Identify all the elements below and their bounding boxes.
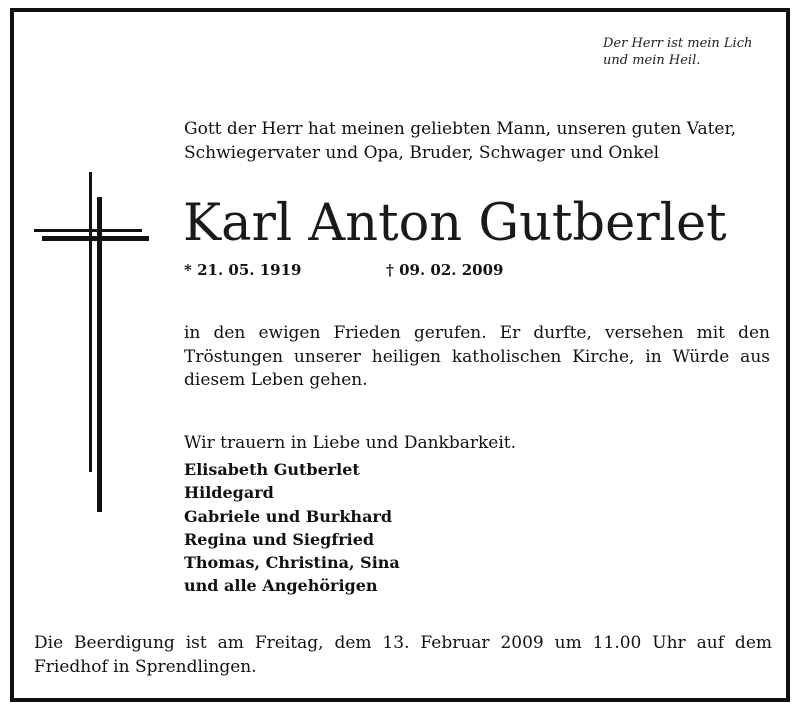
intro-line-2: Schwiegervater und Opa, Bruder, Schwager und Onkel [184,143,660,163]
intro-text [184,117,772,165]
family-member: Regina und Siegfried [184,529,375,549]
mourning-line: Wir trauern in Liebe und Dankbarkeit. [184,433,517,453]
family-member: und alle Angehörigen [184,576,378,596]
cross-vertical-right [97,197,102,512]
cross-horizontal-bottom [42,236,149,241]
funeral-line-2: Friedhof in Sprendlingen. [34,656,257,677]
family-member: Hildegard [184,483,274,503]
body-paragraph [184,322,770,393]
family-list [184,458,400,598]
motto-line-2: und mein Heil. [603,53,701,68]
bible-motto [603,35,752,69]
family-member: Thomas, Christina, Sina [184,553,400,573]
cross-icon [34,172,149,512]
birth-date: * 21. 05. 1919 [184,261,302,279]
family-member: Gabriele und Burkhard [184,506,393,526]
deceased-name: Karl Anton Gutberlet [183,194,727,253]
death-date: † 09. 02. 2009 [386,261,504,279]
funeral-notice [34,632,772,679]
cross-vertical-left [89,172,92,472]
body-line-1: in den ewigen Frieden gerufen. Er durfte, versehen mit den [184,323,770,343]
body-line-2: Tröstungen unserer heiligen katholischen Kirche, in Würde aus [184,346,770,367]
intro-line-1: Gott der Herr hat meinen geliebten Mann, unseren guten Vater, [184,119,737,139]
body-line-3: diesem Leben gehen. [184,370,368,390]
cross-horizontal-top [34,229,142,232]
motto-line-1: Der Herr ist mein Lich [603,36,753,51]
family-member: Elisabeth Gutberlet [184,460,360,479]
funeral-line-1: Die Beerdigung ist am Freitag, dem 13. Februar 2009 um 11.00 Uhr auf dem [34,633,772,653]
